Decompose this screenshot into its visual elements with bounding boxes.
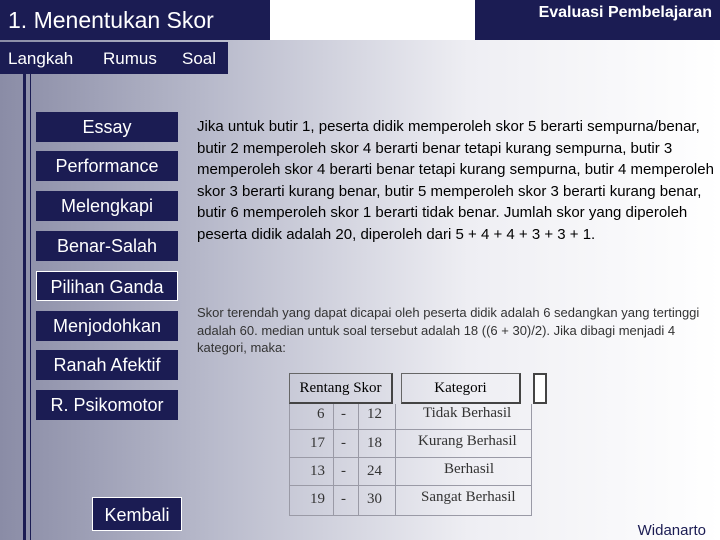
table-gridline <box>333 404 334 516</box>
range-high: 12 <box>367 406 382 422</box>
menu-essay-button[interactable]: Essay <box>36 112 178 142</box>
table-header-range: Rentang Skor <box>289 373 393 404</box>
table-gridline <box>531 404 532 516</box>
category-label: Berhasil <box>444 461 494 477</box>
menu-benar-salah-button[interactable]: Benar-Salah <box>36 231 178 261</box>
table-gridline <box>289 429 531 430</box>
range-low: 17 <box>310 435 325 451</box>
table-gridline <box>289 457 531 458</box>
range-low: 19 <box>310 491 325 507</box>
category-label: Sangat Berhasil <box>421 489 516 505</box>
range-high: 18 <box>367 435 382 451</box>
range-high: 30 <box>367 491 382 507</box>
table-header-category: Kategori <box>401 373 521 404</box>
content-paragraph-secondary: Skor terendah yang dapat dicapai oleh peserta didik adalah 6 sedangkan yang tertinggi adalah 60. median untuk soal tersebut adalah 18 ((6 + 30)/2). Jika dibagi menjadi 4 kategori, maka: <box>197 305 700 355</box>
category-label: Tidak Berhasil <box>423 405 512 421</box>
page-title: 1. Menentukan Skor <box>0 0 270 40</box>
menu-r-psikomotor-button[interactable]: R. Psikomotor <box>36 390 178 420</box>
menu-melengkapi-button[interactable]: Melengkapi <box>36 191 178 221</box>
nav-item-langkah[interactable]: Langkah <box>8 49 74 68</box>
content-paragraph: Jika untuk butir 1, peserta didik memperoleh skor 5 berarti sempurna/benar, butir 2 memperoleh skor 4 berarti benar tetapi kurang sempurna, butir 3 memperoleh skor 4 berarti benar tetapi kurang sempurna, butir 4 memperoleh skor 3 berarti kurang benar, butir 5 memperoleh skor 3 berarti kurang benar, butir 6 memperoleh skor 1 berarti tidak benar. Jumlah skor yang diperoleh peserta didik adalah 20, diperoleh dari 5 + 4 + 4 + 3 + 3 + 1. <box>197 118 714 243</box>
table-gridline <box>289 515 531 516</box>
table-gridline <box>358 404 359 516</box>
menu-menjodohkan-button[interactable]: Menjodohkan <box>36 311 178 341</box>
divider-line <box>30 74 31 540</box>
table-gridline <box>289 485 531 486</box>
nav-item-rumus[interactable]: Rumus <box>103 49 157 68</box>
table-gridline <box>289 404 290 516</box>
range-low: 6 <box>317 406 325 422</box>
section-header <box>475 0 720 40</box>
range-low: 13 <box>310 463 325 479</box>
range-high: 24 <box>367 463 382 479</box>
table-gridline <box>395 404 396 516</box>
range-separator: - <box>341 406 346 422</box>
author-footer: Widanarto <box>637 522 706 539</box>
range-separator: - <box>341 491 346 507</box>
divider-line <box>23 74 26 540</box>
menu-ranah-afektif-button[interactable]: Ranah Afektif <box>36 350 178 380</box>
range-separator: - <box>341 435 346 451</box>
menu-pilihan-ganda-button[interactable]: Pilihan Ganda <box>36 271 178 301</box>
table-header-edge <box>533 373 547 404</box>
nav-item-soal[interactable]: Soal <box>182 49 217 68</box>
category-label: Kurang Berhasil <box>418 433 517 449</box>
menu-performance-button[interactable]: Performance <box>36 151 178 181</box>
nav-bar <box>0 42 228 74</box>
range-separator: - <box>341 463 346 479</box>
back-button[interactable]: Kembali <box>92 497 182 531</box>
section-title: Evaluasi Pembelajaran <box>538 4 712 21</box>
